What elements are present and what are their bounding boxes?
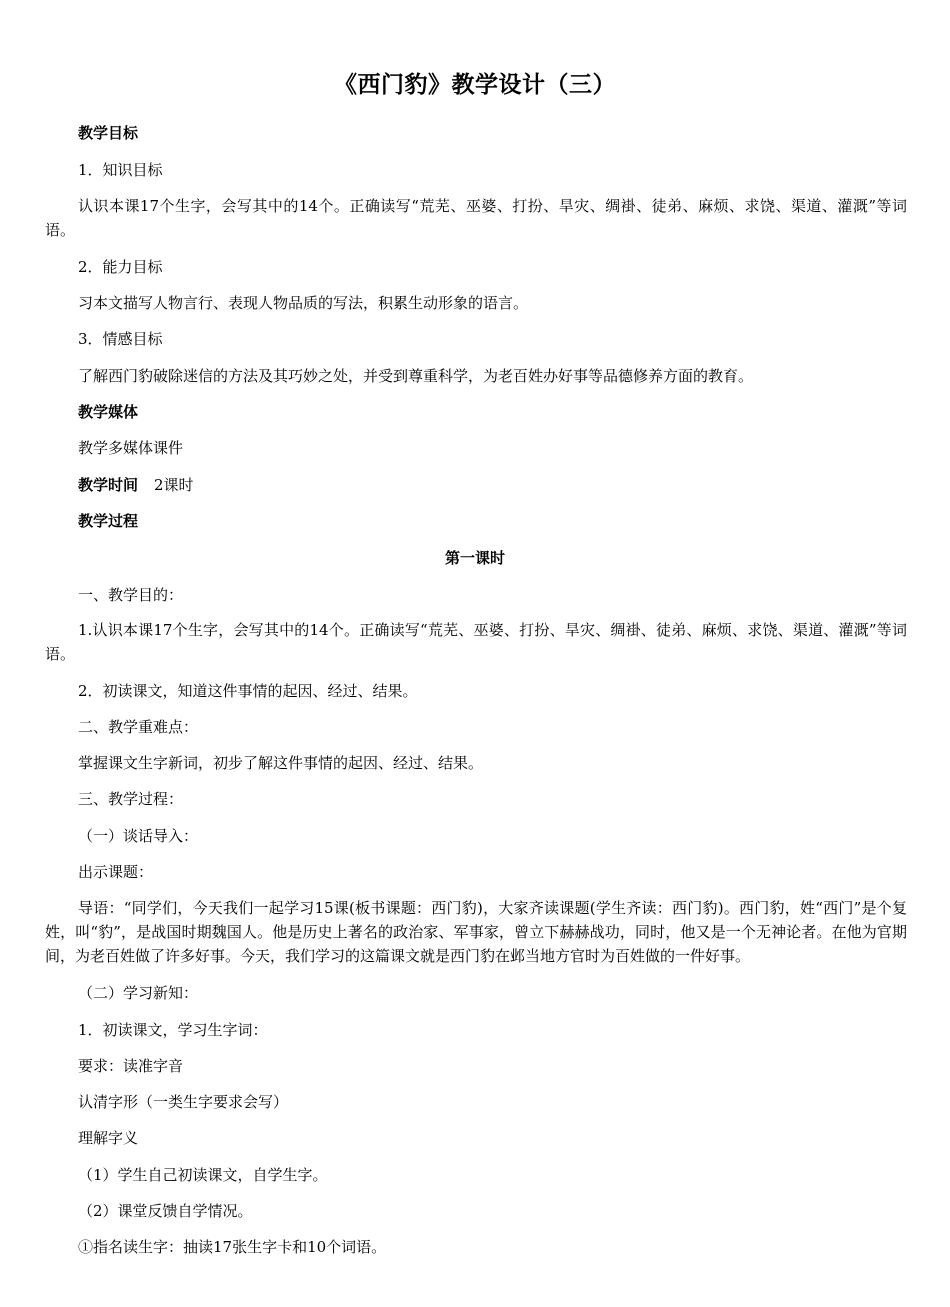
media-text: 教学多媒体课件	[78, 439, 184, 457]
subsection-intro-heading: （一）谈话导入：	[78, 827, 199, 845]
section-three-heading: 三、教学过程：	[78, 790, 184, 808]
section-one-heading: 一、教学目的：	[78, 586, 184, 604]
section-two-text: 掌握课文生字新词，初步了解这件事情的起因、经过、结果。	[78, 754, 484, 772]
procedure-item-3: ①指名读生字：抽读17张生字卡和10个词语。	[78, 1238, 387, 1256]
requirement-line-3: 理解字义	[78, 1129, 139, 1147]
teaching-time-row	[78, 475, 194, 495]
knowledge-objective-heading: 1．知识目标	[78, 161, 163, 179]
lesson-one-heading: 第一课时	[444, 549, 505, 567]
intro-paragraph: 导语：“同学们，今天我们一起学习15课(板书课题：西门豹)，大家齐读课题(学生齐读：西门豹)。西门豹，姓“西门”是个复姓，叫“豹”，是战国时期魏国人。他是历史上著名的政治家、军事家，曾立下赫赫战功，同时，他又是一个无神论者。在他为官期间，为老百姓做了许多好事。今天，我们学习的这篇课文就是西门豹在邺当地方官时为百姓做的一件好事。	[45, 899, 907, 965]
procedure-item-1: （1）学生自己初读课文，自学生字。	[78, 1166, 328, 1184]
ability-objective-text: 习本文描写人物言行、表现人物品质的写法，积累生动形象的语言。	[78, 294, 529, 312]
emotion-objective-text: 了解西门豹破除迷信的方法及其巧妙之处，并受到尊重科学，为老百姓办好事等品德修养方面的教育。	[78, 367, 754, 385]
section-one-item-1: 1.认识本课17个生字，会写其中的14个。正确读写“荒芜、巫婆、打扮、旱灾、绸褂、徒弟、麻烦、求饶、渠道、灌溉”等词语。	[45, 621, 907, 663]
subsection-new-knowledge-heading: （二）学习新知：	[78, 984, 199, 1002]
emotion-objective-heading: 3．情感目标	[78, 330, 163, 348]
media-heading: 教学媒体	[78, 403, 139, 421]
knowledge-objective-text: 认识本课17个生字，会写其中的14个。正确读写“荒芜、巫婆、打扮、旱灾、绸褂、徒弟、麻烦、求饶、渠道、灌溉”等词语。	[45, 197, 907, 239]
section-two-heading: 二、教学重难点：	[78, 718, 199, 736]
procedure-item-2: （2）课堂反馈自学情况。	[78, 1202, 253, 1220]
process-heading: 教学过程	[78, 512, 139, 530]
show-title-line: 出示课题：	[78, 863, 154, 881]
time-heading: 教学时间	[78, 476, 139, 494]
ability-objective-heading: 2．能力目标	[78, 258, 163, 276]
document-title: 《西门豹》教学设计（三）	[334, 71, 616, 98]
time-text: 2课时	[154, 476, 194, 494]
step-one-heading: 1．初读课文，学习生字词：	[78, 1021, 268, 1039]
section-one-item-2: 2．初读课文，知道这件事情的起因、经过、结果。	[78, 682, 418, 700]
objectives-heading: 教学目标	[78, 124, 139, 142]
requirement-line-2: 认清字形（一类生字要求会写）	[78, 1093, 289, 1111]
requirement-line-1: 要求：读准字音	[78, 1057, 184, 1075]
